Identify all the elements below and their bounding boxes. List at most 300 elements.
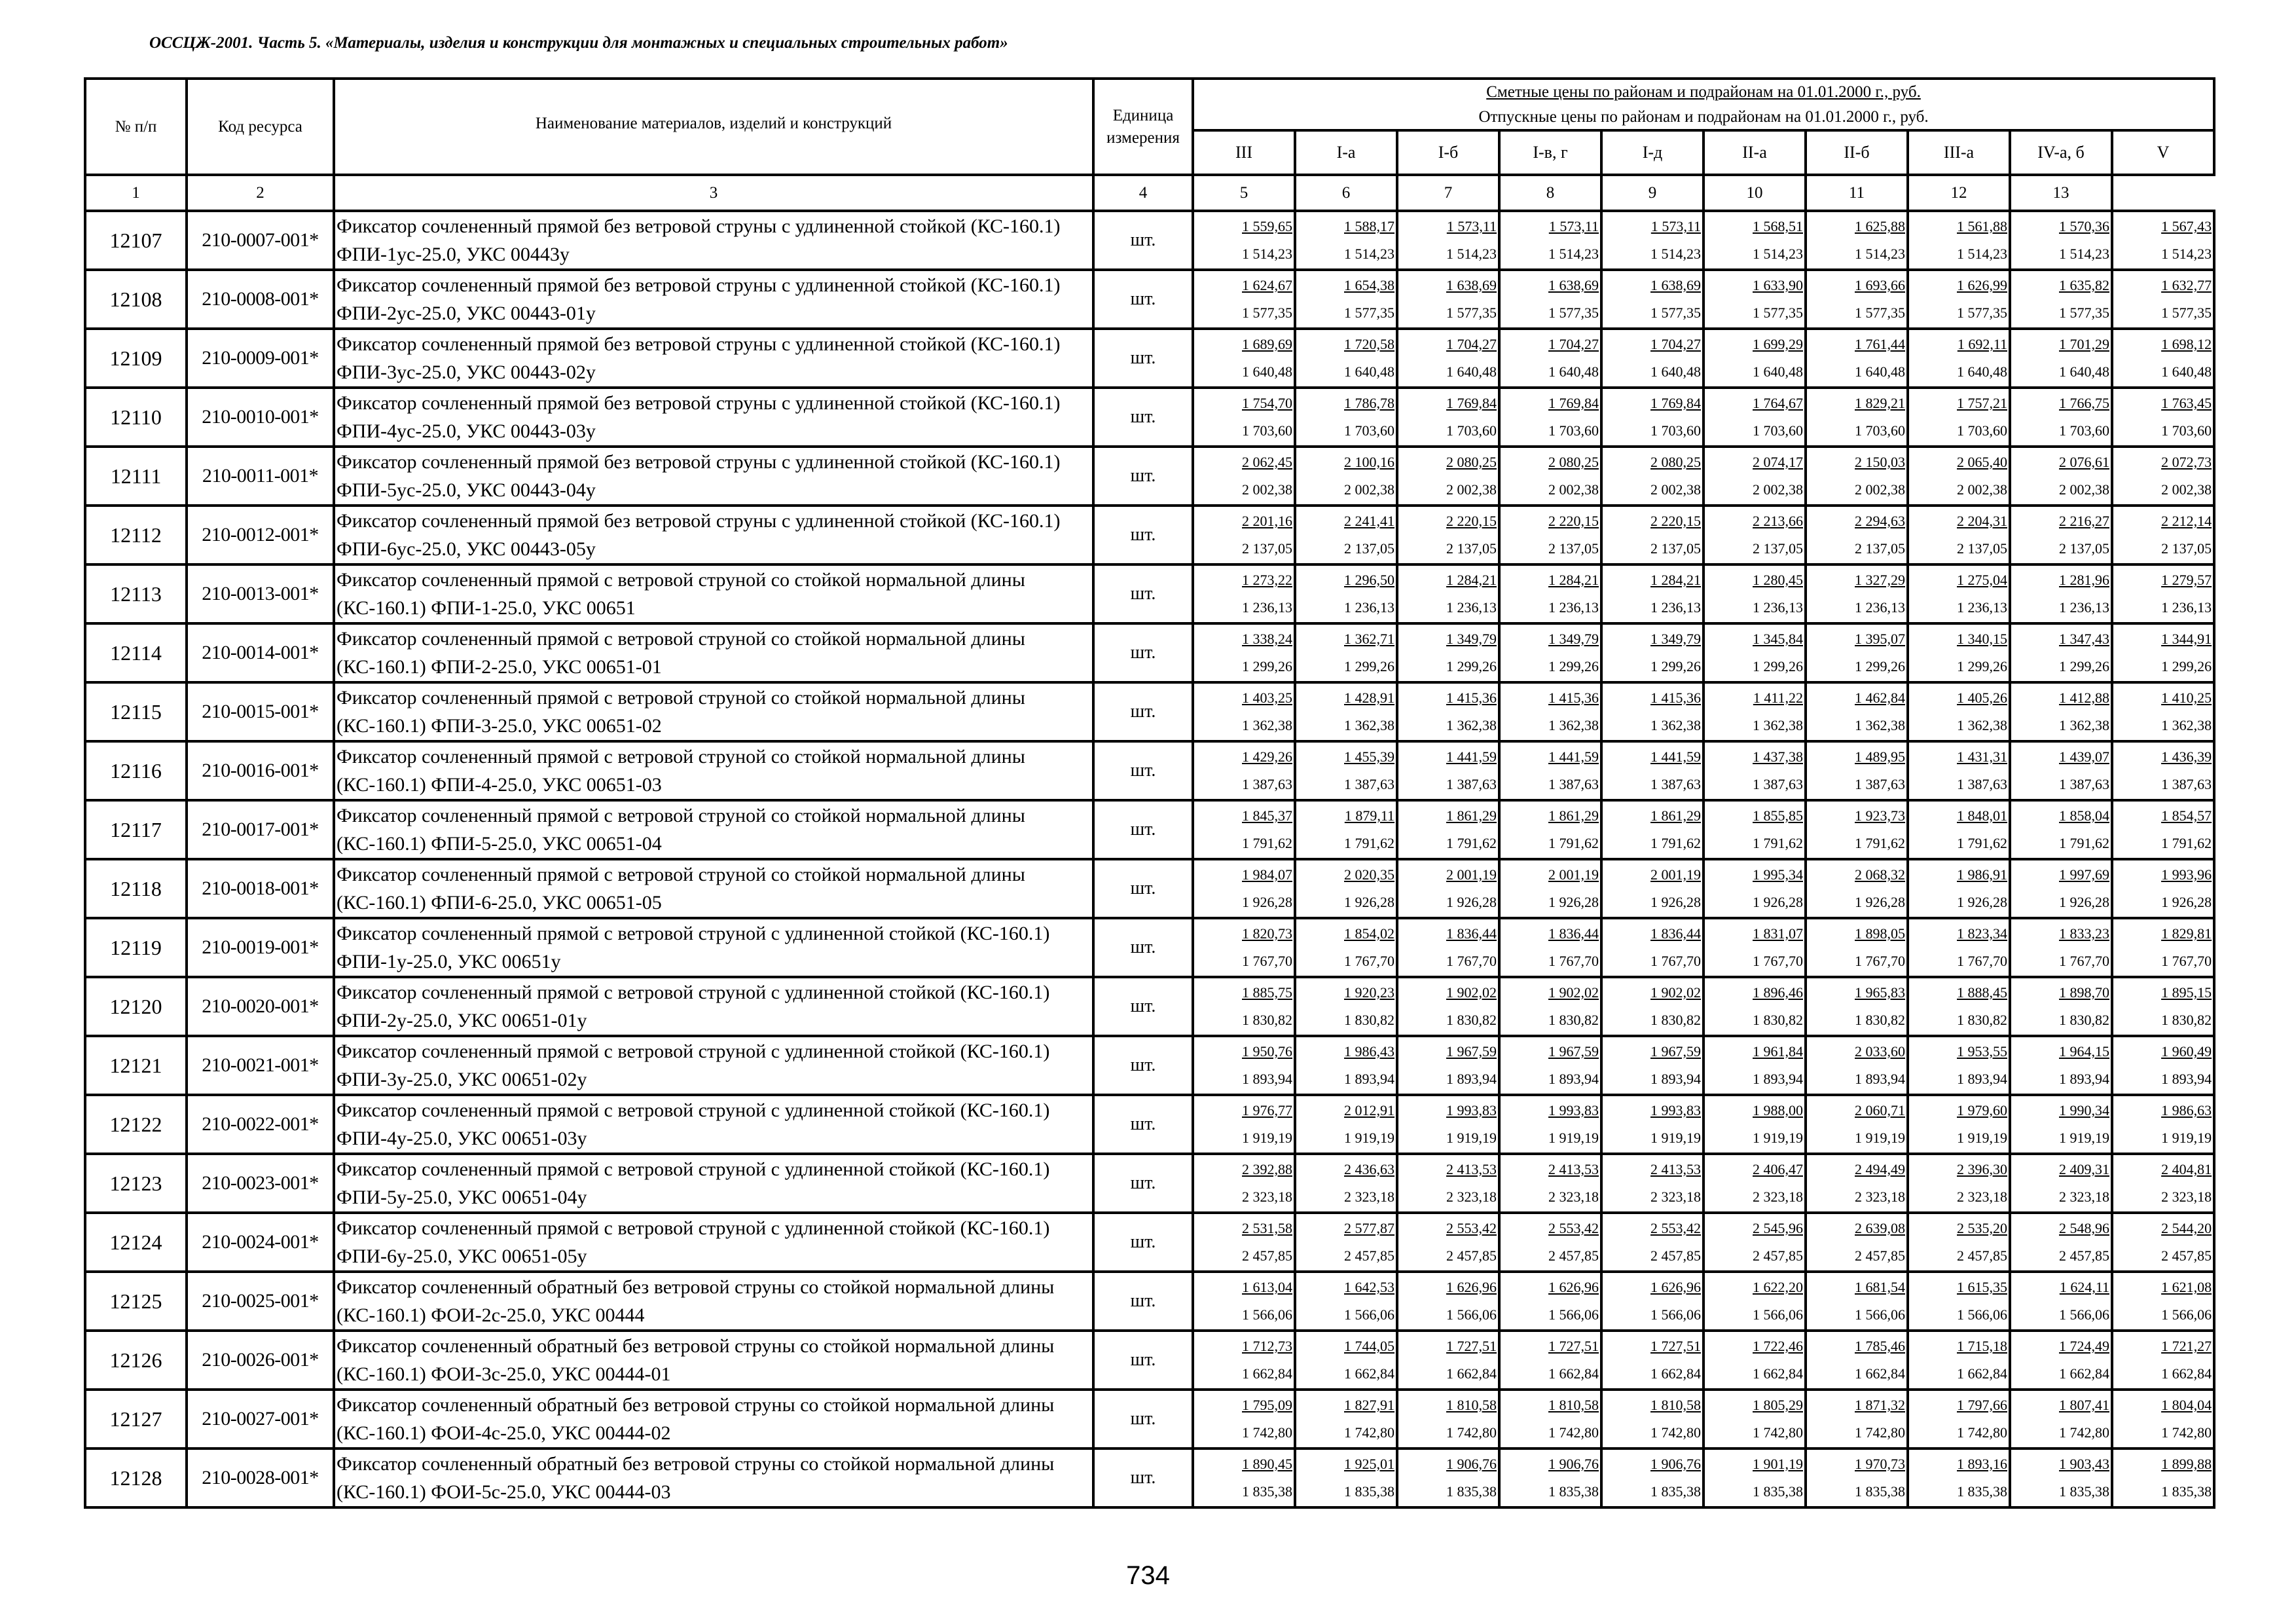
release-price: 1 514,23 — [1446, 246, 1497, 262]
release-price: 1 640,48 — [1446, 363, 1497, 380]
item-name: Фиксатор сочлененный прямой с ветровой струной с удлиненной стойкой (КС-160.1) ФПИ-4у-25.0, УКС 00651-03у — [334, 1095, 1093, 1154]
release-price: 1 791,62 — [1753, 835, 1803, 851]
price-cell — [1295, 270, 1397, 329]
estimate-price: 1 715,18 — [1957, 1338, 2007, 1354]
price-cell — [1397, 682, 1499, 741]
release-price: 1 893,94 — [2059, 1071, 2109, 1087]
estimate-price: 1 861,29 — [1650, 807, 1701, 824]
unit: шт. — [1093, 1331, 1193, 1390]
release-price: 1 742,80 — [1753, 1424, 1803, 1441]
estimate-price: 2 060,71 — [1855, 1102, 1905, 1118]
price-cell — [2112, 1390, 2214, 1449]
release-price: 1 767,70 — [1242, 953, 1292, 969]
estimate-price: 1 632,77 — [2161, 277, 2212, 293]
estimate-price: 1 769,84 — [1548, 395, 1599, 411]
release-price: 2 323,18 — [1344, 1189, 1394, 1205]
item-name: Фиксатор сочлененный прямой с ветровой струной со стойкой нормальной длины (КС-160.1) ФПИ-5-25.0, УКС 00651-04 — [334, 800, 1093, 859]
estimate-price: 1 795,09 — [1242, 1397, 1292, 1413]
price-cell — [1806, 1095, 1908, 1154]
release-price: 1 236,13 — [1446, 599, 1497, 616]
estimate-price: 1 993,83 — [1650, 1102, 1701, 1118]
item-name: Фиксатор сочлененный обратный без ветровой струны со стойкой нормальной длины (КС-160.1) ФОИ-4с-25.0, УКС 00444-02 — [334, 1390, 1093, 1449]
estimate-price: 1 804,04 — [2161, 1397, 2212, 1413]
estimate-price: 1 831,07 — [1753, 925, 1803, 942]
release-price: 1 299,26 — [1650, 658, 1701, 674]
estimate-price: 2 404,81 — [2161, 1161, 2212, 1177]
estimate-price: 1 429,26 — [1242, 748, 1292, 765]
release-price: 2 137,05 — [1242, 540, 1292, 557]
price-cell — [1601, 329, 1704, 388]
release-price: 1 662,84 — [2161, 1365, 2212, 1382]
estimate-price: 2 535,20 — [1957, 1220, 2007, 1236]
price-cell — [1806, 506, 1908, 564]
estimate-price: 1 885,75 — [1242, 984, 1292, 1001]
estimate-price: 1 284,21 — [1650, 572, 1701, 588]
release-price: 1 299,26 — [1957, 658, 2007, 674]
estimate-price: 1 744,05 — [1344, 1338, 1394, 1354]
release-price: 2 323,18 — [2059, 1189, 2109, 1205]
estimate-price: 1 854,57 — [2161, 807, 2212, 824]
resource-code: 210-0023-001* — [187, 1154, 334, 1213]
release-price: 1 662,84 — [1957, 1365, 2007, 1382]
estimate-price: 1 567,43 — [2161, 218, 2212, 234]
price-cell — [1397, 1154, 1499, 1213]
price-cell — [1499, 1095, 1601, 1154]
estimate-price: 2 001,19 — [1446, 866, 1497, 883]
price-cell — [1806, 1036, 1908, 1095]
price-cell — [1499, 623, 1601, 682]
release-price: 1 919,19 — [1753, 1130, 1803, 1146]
region-header: II-а — [1704, 130, 1806, 175]
release-price: 1 767,70 — [1855, 953, 1905, 969]
release-price: 1 830,82 — [1242, 1012, 1292, 1028]
estimate-price: 1 625,88 — [1855, 218, 1905, 234]
release-price: 2 002,38 — [2059, 481, 2109, 498]
price-cell — [2010, 447, 2112, 506]
estimate-price: 2 033,60 — [1855, 1043, 1905, 1060]
estimate-price: 2 413,53 — [1446, 1161, 1497, 1177]
release-price: 1 703,60 — [1446, 422, 1497, 439]
item-name: Фиксатор сочлененный прямой без ветровой струны с удлиненной стойкой (КС-160.1) ФПИ-6ус-25.0, УКС 00443-05у — [334, 506, 1093, 564]
price-cell — [1806, 211, 1908, 270]
estimate-price: 1 395,07 — [1855, 631, 1905, 647]
release-price: 1 835,38 — [1344, 1483, 1394, 1500]
price-cell — [2112, 1272, 2214, 1331]
estimate-price: 1 993,83 — [1548, 1102, 1599, 1118]
price-cell — [2112, 859, 2214, 918]
price-cell — [2112, 1095, 2214, 1154]
price-cell — [1499, 1213, 1601, 1272]
release-price: 1 703,60 — [1650, 422, 1701, 439]
release-price: 1 362,38 — [1344, 717, 1394, 733]
release-price: 1 926,28 — [1242, 894, 1292, 910]
estimate-price: 1 855,85 — [1753, 807, 1803, 824]
price-cell — [1397, 859, 1499, 918]
estimate-price: 1 489,95 — [1855, 748, 1905, 765]
price-cell — [1601, 1095, 1704, 1154]
price-cell — [1908, 211, 2010, 270]
estimate-price: 2 220,15 — [1548, 513, 1599, 529]
release-price: 2 002,38 — [2161, 481, 2212, 498]
release-price: 2 137,05 — [1753, 540, 1803, 557]
price-cell — [2112, 1154, 2214, 1213]
unit: шт. — [1093, 388, 1193, 447]
release-price: 1 926,28 — [1753, 894, 1803, 910]
release-price: 1 640,48 — [1242, 363, 1292, 380]
release-price: 1 387,63 — [1650, 776, 1701, 792]
price-cell — [1601, 564, 1704, 623]
estimate-price: 1 766,75 — [2059, 395, 2109, 411]
price-cell — [1704, 1449, 1806, 1507]
header-code: Код ресурса — [187, 79, 334, 175]
estimate-price: 1 965,83 — [1855, 984, 1905, 1001]
release-price: 1 919,19 — [1242, 1130, 1292, 1146]
release-price: 1 835,38 — [1242, 1483, 1292, 1500]
estimate-price: 1 405,26 — [1957, 690, 2007, 706]
price-cell — [2010, 1154, 2112, 1213]
release-price: 1 767,70 — [1650, 953, 1701, 969]
item-name: Фиксатор сочлененный прямой с ветровой струной со стойкой нормальной длины (КС-160.1) ФПИ-1-25.0, УКС 00651 — [334, 564, 1093, 623]
price-cell — [1295, 1154, 1397, 1213]
estimate-price: 1 275,04 — [1957, 572, 2007, 588]
release-price: 2 137,05 — [1446, 540, 1497, 557]
release-price: 1 662,84 — [1344, 1365, 1394, 1382]
estimate-price: 1 428,91 — [1344, 690, 1394, 706]
release-price: 1 830,82 — [1344, 1012, 1394, 1028]
price-cell — [1397, 1036, 1499, 1095]
estimate-price: 1 344,91 — [2161, 631, 2212, 647]
price-cell — [1601, 1213, 1704, 1272]
price-cell — [1908, 800, 2010, 859]
price-cell — [1601, 859, 1704, 918]
region-header: I-в, г — [1499, 130, 1601, 175]
price-cell — [1908, 918, 2010, 977]
page-header: ОССЦЖ-2001. Часть 5. «Материалы, изделия и конструкции для монтажных и специальных строительных работ» — [149, 34, 1008, 52]
row-number: 12127 — [85, 1390, 187, 1449]
release-price: 1 387,63 — [1344, 776, 1394, 792]
estimate-price: 1 961,84 — [1753, 1043, 1803, 1060]
estimate-price: 1 722,46 — [1753, 1338, 1803, 1354]
resource-code: 210-0025-001* — [187, 1272, 334, 1331]
estimate-price: 1 573,11 — [1446, 218, 1497, 234]
price-cell — [1908, 1331, 2010, 1390]
release-price: 2 137,05 — [1650, 540, 1701, 557]
estimate-price: 1 681,54 — [1855, 1279, 1905, 1295]
release-price: 1 893,94 — [1855, 1071, 1905, 1087]
price-cell — [1397, 800, 1499, 859]
estimate-price: 1 573,11 — [1650, 218, 1701, 234]
price-cell — [1908, 1213, 2010, 1272]
price-cell — [1397, 447, 1499, 506]
unit: шт. — [1093, 270, 1193, 329]
table-row — [85, 859, 2214, 918]
price-cell — [1908, 1390, 2010, 1449]
price-cell — [2112, 211, 2214, 270]
price-cell — [2010, 1272, 2112, 1331]
unit: шт. — [1093, 1036, 1193, 1095]
estimate-price: 1 757,21 — [1957, 395, 2007, 411]
price-cell — [2112, 1331, 2214, 1390]
estimate-price: 1 415,36 — [1548, 690, 1599, 706]
release-price: 1 919,19 — [1650, 1130, 1701, 1146]
release-price: 1 767,70 — [1344, 953, 1394, 969]
estimate-price: 1 692,11 — [1957, 336, 2007, 352]
column-number: 10 — [1704, 175, 1806, 211]
estimate-price: 1 281,96 — [2059, 572, 2109, 588]
price-cell — [2010, 329, 2112, 388]
price-cell — [1499, 329, 1601, 388]
unit: шт. — [1093, 329, 1193, 388]
table-row — [85, 918, 2214, 977]
price-cell — [1295, 388, 1397, 447]
release-price: 1 662,84 — [1242, 1365, 1292, 1382]
estimate-price: 1 896,46 — [1753, 984, 1803, 1001]
estimate-price: 1 633,90 — [1753, 277, 1803, 293]
resource-code: 210-0010-001* — [187, 388, 334, 447]
release-price: 1 514,23 — [1242, 246, 1292, 262]
price-cell — [2010, 1036, 2112, 1095]
release-price: 1 830,82 — [1446, 1012, 1497, 1028]
release-price: 1 830,82 — [1753, 1012, 1803, 1028]
release-price: 1 387,63 — [1957, 776, 2007, 792]
estimate-price: 1 411,22 — [1753, 690, 1803, 706]
header-no: № п/п — [85, 79, 187, 175]
release-price: 1 514,23 — [1957, 246, 2007, 262]
price-cell — [1908, 682, 2010, 741]
release-price: 1 835,38 — [1855, 1483, 1905, 1500]
price-cell — [1704, 682, 1806, 741]
price-cell — [1908, 1272, 2010, 1331]
estimate-price: 1 436,39 — [2161, 748, 2212, 765]
unit: шт. — [1093, 506, 1193, 564]
release-price: 1 767,70 — [2161, 953, 2212, 969]
estimate-price: 1 754,70 — [1242, 395, 1292, 411]
table-row — [85, 329, 2214, 388]
row-number: 12118 — [85, 859, 187, 918]
region-header: V — [2112, 130, 2214, 175]
estimate-price: 1 638,69 — [1446, 277, 1497, 293]
column-number: 6 — [1295, 175, 1397, 211]
header-prices-release: Отпускные цены по районам и подрайонам на 01.01.2000 г., руб. — [1478, 107, 1929, 126]
column-number: 2 — [187, 175, 334, 211]
table-row — [85, 800, 2214, 859]
estimate-price: 2 150,03 — [1855, 454, 1905, 470]
price-cell — [1499, 1154, 1601, 1213]
release-price: 1 640,48 — [1957, 363, 2007, 380]
price-cell — [1908, 329, 2010, 388]
estimate-price: 1 901,19 — [1753, 1456, 1803, 1472]
unit: шт. — [1093, 1213, 1193, 1272]
estimate-price: 1 967,59 — [1446, 1043, 1497, 1060]
release-price: 2 002,38 — [1446, 481, 1497, 498]
price-cell — [1397, 1449, 1499, 1507]
region-header: III — [1193, 130, 1295, 175]
release-price: 1 362,38 — [1957, 717, 2007, 733]
release-price: 2 457,85 — [1344, 1247, 1394, 1264]
release-price: 1 577,35 — [1548, 304, 1599, 321]
resource-code: 210-0007-001* — [187, 211, 334, 270]
estimate-price: 2 494,49 — [1855, 1161, 1905, 1177]
price-cell — [1397, 741, 1499, 800]
release-price: 1 919,19 — [2059, 1130, 2109, 1146]
estimate-price: 1 624,67 — [1242, 277, 1292, 293]
price-cell — [1806, 270, 1908, 329]
estimate-price: 2 396,30 — [1957, 1161, 2007, 1177]
release-price: 1 236,13 — [1344, 599, 1394, 616]
estimate-price: 1 967,59 — [1548, 1043, 1599, 1060]
price-cell — [2010, 977, 2112, 1036]
price-cell — [1704, 1154, 1806, 1213]
estimate-price: 1 893,16 — [1957, 1456, 2007, 1472]
estimate-price: 1 721,27 — [2161, 1338, 2212, 1354]
estimate-price: 1 327,29 — [1855, 572, 1905, 588]
row-number: 12112 — [85, 506, 187, 564]
release-price: 1 387,63 — [1855, 776, 1905, 792]
release-price: 2 457,85 — [1650, 1247, 1701, 1264]
price-cell — [1499, 388, 1601, 447]
resource-code: 210-0016-001* — [187, 741, 334, 800]
estimate-price: 1 340,15 — [1957, 631, 2007, 647]
estimate-price: 2 577,87 — [1344, 1220, 1394, 1236]
estimate-price: 1 441,59 — [1548, 748, 1599, 765]
estimate-price: 2 392,88 — [1242, 1161, 1292, 1177]
price-cell — [1295, 1449, 1397, 1507]
item-name: Фиксатор сочлененный прямой с ветровой струной со стойкой нормальной длины (КС-160.1) ФПИ-3-25.0, УКС 00651-02 — [334, 682, 1093, 741]
resource-code: 210-0028-001* — [187, 1449, 334, 1507]
estimate-price: 2 204,31 — [1957, 513, 2007, 529]
release-price: 1 926,28 — [1957, 894, 2007, 910]
price-cell — [2112, 977, 2214, 1036]
release-price: 1 703,60 — [1344, 422, 1394, 439]
estimate-price: 1 810,58 — [1650, 1397, 1701, 1413]
estimate-price: 2 068,32 — [1855, 866, 1905, 883]
region-header: II-б — [1806, 130, 1908, 175]
estimate-price: 1 455,39 — [1344, 748, 1394, 765]
price-cell — [2010, 800, 2112, 859]
estimate-price: 1 570,36 — [2059, 218, 2109, 234]
estimate-price: 2 216,27 — [2059, 513, 2109, 529]
estimate-price: 1 273,22 — [1242, 572, 1292, 588]
estimate-price: 1 412,88 — [2059, 690, 2109, 706]
release-price: 2 323,18 — [1855, 1189, 1905, 1205]
estimate-price: 1 769,84 — [1650, 395, 1701, 411]
release-price: 1 893,94 — [1650, 1071, 1701, 1087]
table-row — [85, 447, 2214, 506]
price-cell — [1397, 1095, 1499, 1154]
release-price: 1 236,13 — [1753, 599, 1803, 616]
release-price: 1 387,63 — [2161, 776, 2212, 792]
column-number: 4 — [1093, 175, 1193, 211]
row-number: 12115 — [85, 682, 187, 741]
price-cell — [1499, 1331, 1601, 1390]
release-price: 1 299,26 — [1548, 658, 1599, 674]
price-cell — [2112, 270, 2214, 329]
estimate-price: 1 403,25 — [1242, 690, 1292, 706]
release-price: 1 742,80 — [1650, 1424, 1701, 1441]
price-cell — [1397, 1390, 1499, 1449]
release-price: 1 514,23 — [1855, 246, 1905, 262]
release-price: 1 566,06 — [1957, 1306, 2007, 1323]
release-price: 1 640,48 — [1855, 363, 1905, 380]
release-price: 1 236,13 — [1855, 599, 1905, 616]
estimate-price: 1 906,76 — [1650, 1456, 1701, 1472]
price-cell — [2010, 623, 2112, 682]
release-price: 2 323,18 — [2161, 1189, 2212, 1205]
estimate-price: 1 785,46 — [1855, 1338, 1905, 1354]
price-cell — [1908, 506, 2010, 564]
resource-code: 210-0014-001* — [187, 623, 334, 682]
price-cell — [1908, 1036, 2010, 1095]
estimate-price: 1 720,58 — [1344, 336, 1394, 352]
estimate-price: 1 858,04 — [2059, 807, 2109, 824]
price-cell — [2010, 1390, 2112, 1449]
release-price: 2 002,38 — [1753, 481, 1803, 498]
release-price: 1 835,38 — [1753, 1483, 1803, 1500]
price-cell — [1397, 1272, 1499, 1331]
price-cell — [1397, 1331, 1499, 1390]
estimate-price: 2 220,15 — [1650, 513, 1701, 529]
price-cell — [1193, 741, 1295, 800]
estimate-price: 2 100,16 — [1344, 454, 1394, 470]
price-cell — [1397, 623, 1499, 682]
price-cell — [1704, 1331, 1806, 1390]
item-name: Фиксатор сочлененный прямой с ветровой струной с удлиненной стойкой (КС-160.1) ФПИ-1у-25.0, УКС 00651у — [334, 918, 1093, 977]
price-cell — [1806, 682, 1908, 741]
column-number: 13 — [2010, 175, 2112, 211]
estimate-price: 2 001,19 — [1650, 866, 1701, 883]
estimate-price: 1 986,91 — [1957, 866, 2007, 883]
price-cell — [1601, 918, 1704, 977]
price-cell — [1806, 447, 1908, 506]
release-price: 1 703,60 — [1957, 422, 2007, 439]
price-cell — [1295, 1390, 1397, 1449]
release-price: 2 002,38 — [1548, 481, 1599, 498]
release-price: 1 703,60 — [1548, 422, 1599, 439]
estimate-price: 2 409,31 — [2059, 1161, 2109, 1177]
release-price: 2 137,05 — [2059, 540, 2109, 557]
price-cell — [2010, 918, 2112, 977]
resource-code: 210-0008-001* — [187, 270, 334, 329]
table-row — [85, 211, 2214, 270]
table-row — [85, 270, 2214, 329]
price-cell — [1193, 977, 1295, 1036]
price-cell — [2010, 859, 2112, 918]
header-name: Наименование материалов, изделий и конструкций — [334, 79, 1093, 175]
price-cell — [1193, 859, 1295, 918]
release-price: 1 835,38 — [1957, 1483, 2007, 1500]
price-cell — [1295, 211, 1397, 270]
release-price: 1 514,23 — [1753, 246, 1803, 262]
release-price: 1 830,82 — [2161, 1012, 2212, 1028]
estimate-price: 1 724,49 — [2059, 1338, 2109, 1354]
price-cell — [2112, 623, 2214, 682]
release-price: 1 236,13 — [1548, 599, 1599, 616]
estimate-price: 1 833,23 — [2059, 925, 2109, 942]
price-cell — [1397, 1213, 1499, 1272]
estimate-price: 1 986,43 — [1344, 1043, 1394, 1060]
estimate-price: 1 410,25 — [2161, 690, 2212, 706]
price-cell — [1806, 564, 1908, 623]
item-name: Фиксатор сочлененный прямой с ветровой струной с удлиненной стойкой (КС-160.1) ФПИ-6у-25.0, УКС 00651-05у — [334, 1213, 1093, 1272]
release-price: 1 742,80 — [2059, 1424, 2109, 1441]
release-price: 1 893,94 — [2161, 1071, 2212, 1087]
price-cell — [1397, 211, 1499, 270]
release-price: 1 640,48 — [1753, 363, 1803, 380]
price-cell — [1295, 800, 1397, 859]
estimate-price: 1 727,51 — [1548, 1338, 1599, 1354]
release-price: 1 767,70 — [1446, 953, 1497, 969]
estimate-price: 1 920,23 — [1344, 984, 1394, 1001]
